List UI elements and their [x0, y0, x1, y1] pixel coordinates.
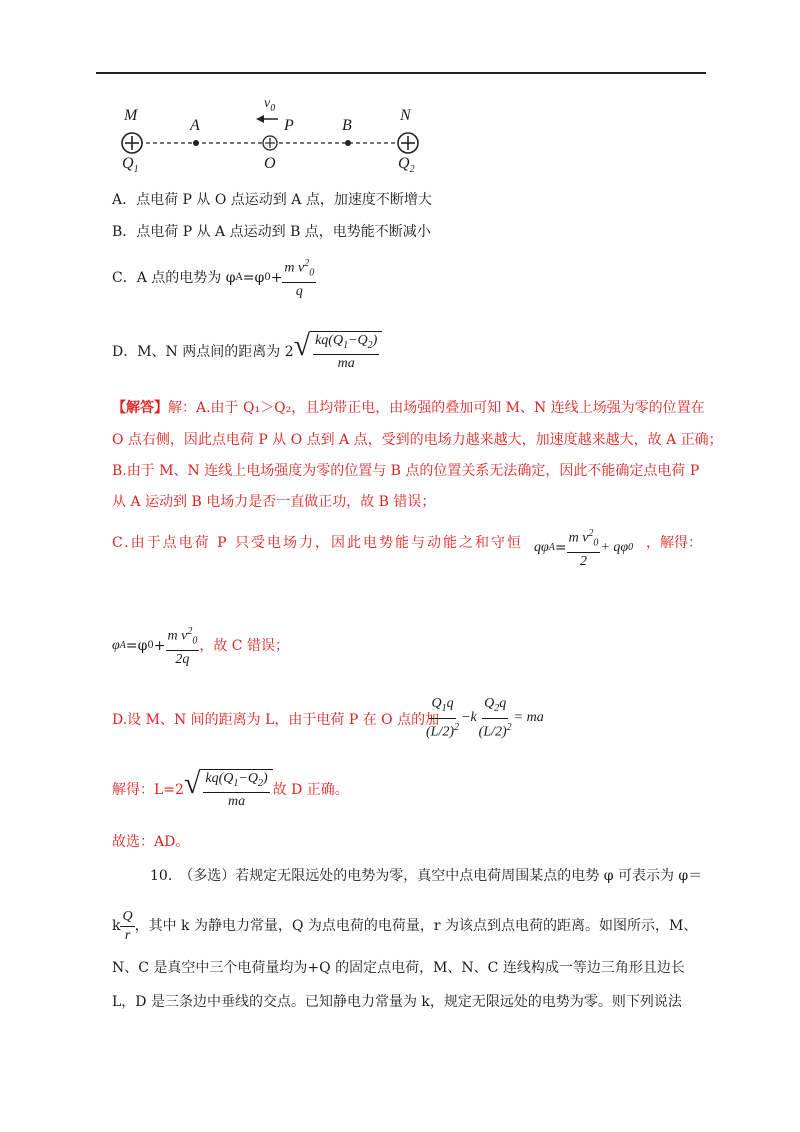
answer-line-5-tail: ，解得：: [646, 535, 702, 551]
label-p: P: [284, 117, 294, 134]
answer-line-4: 从 A 运动到 B 电场力是否一直做正功，故 B 错误；: [112, 494, 436, 510]
answer-line-7: D.设 M、N 间的距离为 L，由于电荷 P 在 O 点的加: [112, 712, 440, 728]
option-c-fraction: $\frac{m v^2_0}{q}$: [282, 255, 316, 301]
label-b: B: [342, 117, 352, 134]
answer-line-5: C.由于点电荷 P 只受电场力，因此电势能与动能之和守恒: [112, 535, 523, 551]
option-a: A．点电荷 P 从 O 点运动到 A 点，加速度不断增大: [112, 192, 432, 208]
q10-line-2: k $\frac{Q}{r}$ ，其中 k 为静电力常量，Q 为点电荷的电荷量，r 为该点到点电荷的距离。如图所示，M、: [112, 908, 698, 943]
label-a: A: [190, 117, 200, 134]
option-b: B．点电荷 P 从 A 点运动到 B 点，电势能不断减小: [112, 224, 431, 240]
answer-line-1: 【解答】解：A.由于 Q₁＞Q₂，且均带正电，由场强的叠加可知 M、N 连线上场强为零的位置在: [112, 400, 705, 416]
label-q2: $Q_2$: [398, 155, 415, 176]
q10-line-1: 10. （多选）若规定无限远处的电势为零，真空中点电荷周围某点的电势 φ 可表示为 φ＝: [150, 868, 703, 884]
equation-force: $\frac{Q_1q}{(L/2)^2}$ −k $\frac{Q_2q}{(L/2)^2}$ = ma: [426, 695, 544, 740]
option-d-sqrt: √ $\frac{kq(Q_1-Q_2)}{ma}$: [294, 331, 383, 374]
equation-energy: qφ A = $\frac{m v^2_0}{2}$ + qφ 0: [534, 526, 633, 570]
point-a-dot: [193, 140, 199, 146]
label-n: N: [400, 107, 411, 124]
option-c: C．A 点的电势为 φ A =φ 0 + $\frac{m v^2_0}{q}$: [112, 256, 316, 300]
answer-line-2: O 点右侧，因此点电荷 P 从 O 点到 A 点，受到的电场力越来越大，加速度越来越大，故 A 正确；: [112, 432, 723, 448]
q10-line-3: N、C 是真空中三个电荷量均为+Q 的固定点电荷，M、N、C 连线构成一等边三角形且边长: [112, 960, 685, 976]
label-q1: $Q_1$: [122, 155, 139, 176]
point-b-dot: [345, 140, 351, 146]
answer-line-3: B.由于 M、N 连线上电场强度为零的位置与 B 点的位置关系无法确定，因此不能确定点电荷 P: [112, 463, 700, 479]
header-rule: [96, 72, 706, 74]
answer-line-8: 解得：L =2 √ $\frac{kq(Q_1-Q_2)}{ma}$ 故 D 正确。: [112, 766, 349, 810]
velocity-arrow-head: [256, 115, 264, 123]
q10-line-4: L，D 是三条边中垂线的交点。已知静电力常量为 k，规定无限远处的电势为零。则下列说法: [112, 994, 682, 1010]
label-m: M: [124, 107, 138, 124]
equation-potential: φ A =φ 0 + $\frac{m v^2_0}{2q}$ ，故 C 错误；: [112, 624, 289, 668]
label-o: O: [264, 155, 276, 172]
option-d: D．M、N 两点间的距离为 2 √ $\frac{kq(Q_1-Q_2)}{ma}$: [112, 330, 382, 374]
distance-sqrt: √ $\frac{kq(Q_1-Q_2)}{ma}$: [184, 769, 273, 812]
answer-choice: 故选：AD。: [112, 834, 190, 850]
label-v0: $v_0$: [264, 96, 276, 114]
